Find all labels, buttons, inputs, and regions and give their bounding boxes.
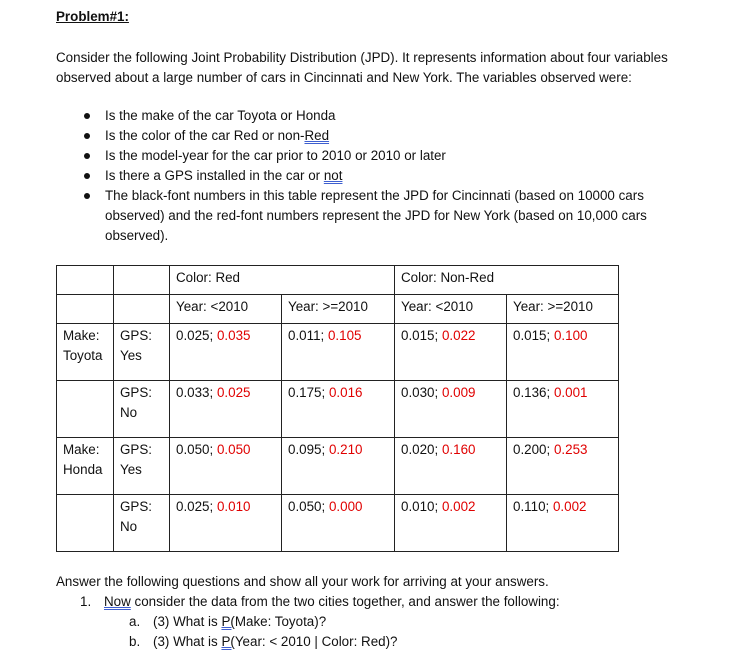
table-cell: 0.025; 0.010: [170, 495, 282, 552]
spellcheck-underlined-word: Red: [304, 128, 330, 143]
header-color-red: Color: Red: [170, 266, 395, 295]
list-item: Is there a GPS installed in the car or not: [56, 166, 696, 186]
list-item: Is the color of the car Red or non-Red: [56, 126, 696, 146]
problem-title: Problem#1:: [56, 9, 129, 24]
table-cell: 0.095; 0.210: [282, 438, 395, 495]
question-1: 1. Now consider the data from the two cities together, and answer the following:: [80, 592, 560, 612]
header-year-ge-2010: Year: >=2010: [282, 295, 395, 324]
make-cell: [57, 381, 114, 438]
table-cell: 0.015; 0.022: [395, 324, 507, 381]
answer-instructions: Answer the following questions and show all your work for arriving at your answers.: [56, 574, 549, 589]
table-row: [57, 381, 619, 438]
table-cell: 0.011; 0.105: [282, 324, 395, 381]
spellcheck-underlined-word: P(: [221, 614, 235, 629]
bullet-icon: [84, 133, 90, 139]
header-year-lt-2010: Year: <2010: [395, 295, 507, 324]
spellcheck-underlined-word: not: [323, 168, 343, 183]
question-number: 1.: [80, 594, 92, 609]
table-cell: 0.136; 0.001: [507, 381, 619, 438]
make-cell: Make: Toyota: [57, 324, 114, 381]
header-year-ge-2010: Year: >=2010: [507, 295, 619, 324]
make-cell: [57, 495, 114, 552]
table-row: [57, 438, 619, 495]
question-letter: a.: [129, 614, 141, 629]
table-cell: 0.020; 0.160: [395, 438, 507, 495]
list-item: The black-font numbers in this table represent the JPD for Cincinnati (based on 10000 cars observed) and the red-font numbers represent the JPD for New York (based on 10,000 cars observed).: [56, 186, 696, 246]
make-cell: Make: Honda: [57, 438, 114, 495]
table-cell: 0.110; 0.002: [507, 495, 619, 552]
bullet-icon: [84, 153, 90, 159]
spellcheck-underlined-word: Now: [104, 594, 131, 609]
table-cell: 0.050; 0.000: [282, 495, 395, 552]
table-cell: 0.175; 0.016: [282, 381, 395, 438]
variable-list: [56, 106, 696, 246]
gps-cell: GPS: Yes: [114, 324, 170, 381]
list-item: Is the make of the car Toyota or Honda: [56, 106, 696, 126]
table-cell: 0.015; 0.100: [507, 324, 619, 381]
question-1a: a. (3) What is P(Make: Toyota)?: [129, 612, 326, 632]
table-cell: 0.050; 0.050: [170, 438, 282, 495]
question-letter: b.: [129, 634, 141, 649]
question-1b: b. (3) What is P(Year: < 2010 | Color: Red)?: [129, 632, 398, 652]
gps-cell: GPS: No: [114, 381, 170, 438]
header-color-nonred: Color: Non-Red: [395, 266, 619, 295]
table-header-row: [57, 266, 619, 295]
gps-cell: GPS: No: [114, 495, 170, 552]
table-row: [57, 324, 619, 381]
table-cell: 0.200; 0.253: [507, 438, 619, 495]
jpd-table: [56, 265, 619, 552]
bullet-icon: [84, 113, 90, 119]
table-cell: 0.030; 0.009: [395, 381, 507, 438]
header-year-lt-2010: Year: <2010: [170, 295, 282, 324]
list-item: Is the model-year for the car prior to 2010 or 2010 or later: [56, 146, 696, 166]
table-row: [57, 495, 619, 552]
bullet-icon: [84, 173, 90, 179]
table-cell: 0.025; 0.035: [170, 324, 282, 381]
bullet-icon: [84, 193, 90, 199]
intro-paragraph: Consider the following Joint Probability Distribution (JPD). It represents information about four variables observed about a large number of cars in Cincinnati and New York. The variables observed were:: [56, 50, 668, 85]
gps-cell: GPS: Yes: [114, 438, 170, 495]
table-cell: 0.033; 0.025: [170, 381, 282, 438]
spellcheck-underlined-word: P(: [221, 634, 235, 649]
table-header-row: [57, 295, 619, 324]
table-cell: 0.010; 0.002: [395, 495, 507, 552]
